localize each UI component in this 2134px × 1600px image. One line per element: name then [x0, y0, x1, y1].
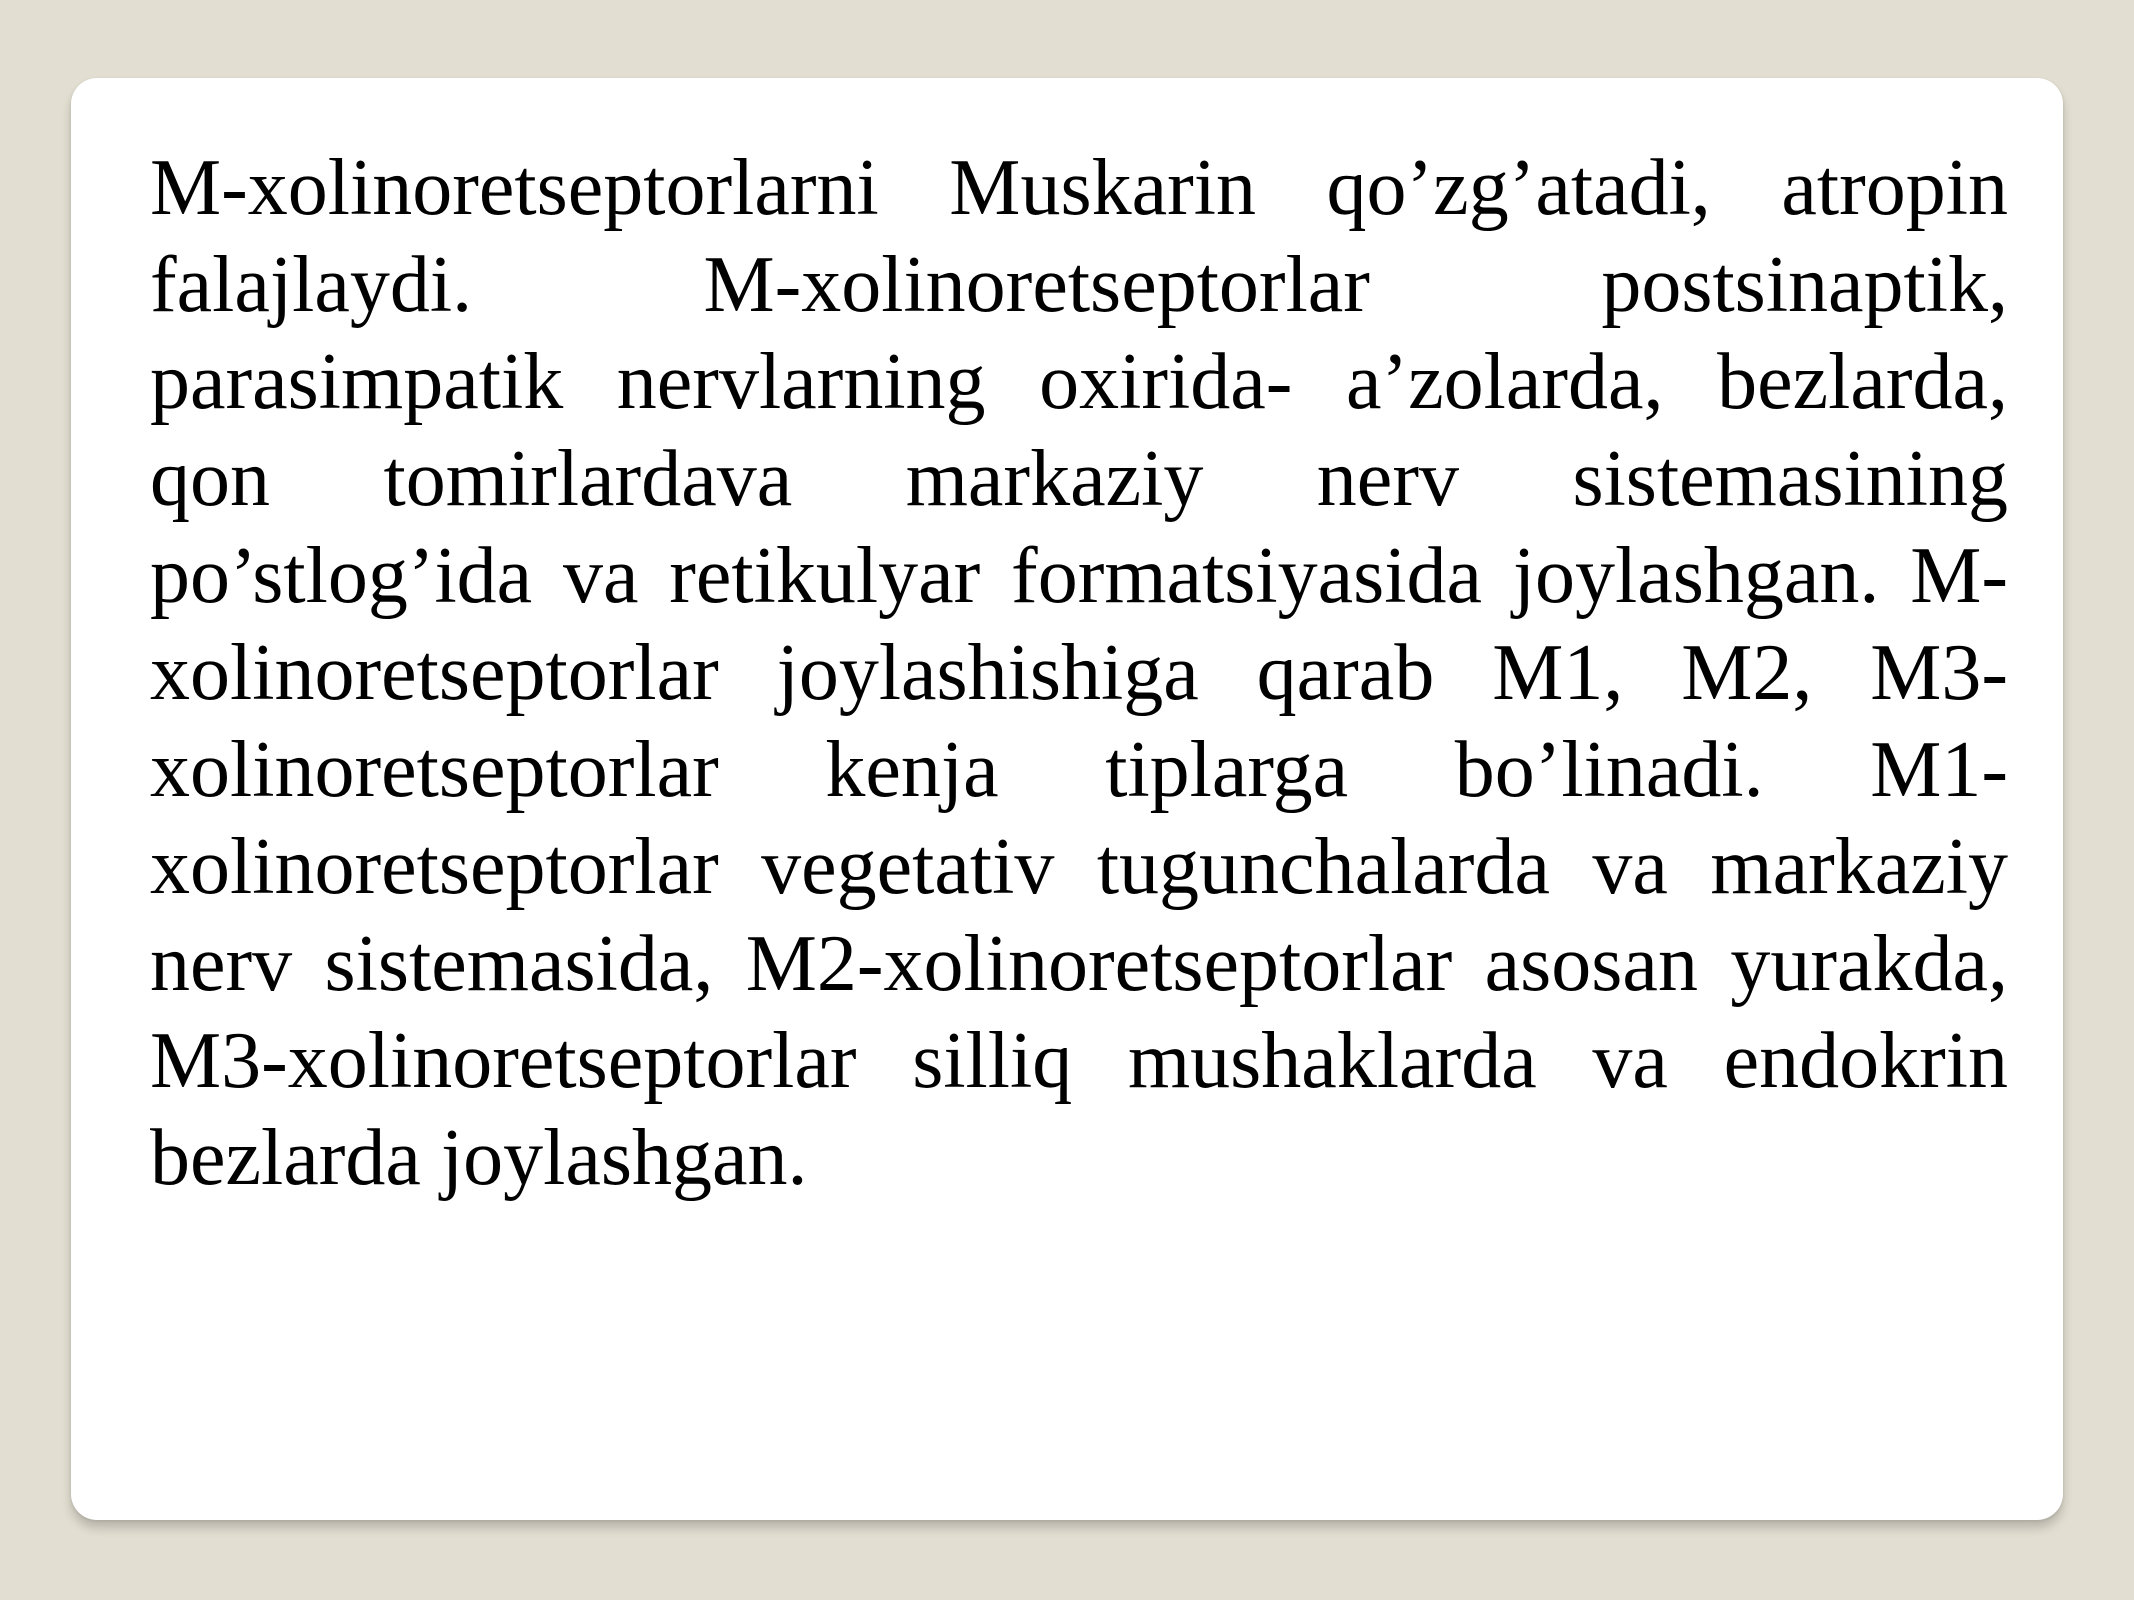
slide-body-text: M-xolinoretseptorlarni Muskarin qo’zg’atadi, atropin falajlaydi. M-xolinoretseptorlar postsinaptik, parasimpatik nervlarning oxirida- a’zolarda, bezlarda, qon tomirlardava markaziy nerv sistemasining po’stlog’ida va retikulyar formatsiyasida joylashgan. M-xolinoretseptorlar joylashishiga qarab M1, M2, M3-xolinoretseptorlar kenja tiplarga bo’linadi. M1-xolinoretseptorlar vegetativ tugunchalarda va markaziy nerv sistemasida, M2-xolinoretseptorlar asosan yurakda, M3-xolinoretseptorlar silliq mushaklarda va endokrin bezlarda joylashgan. [150, 144, 2008, 1202]
